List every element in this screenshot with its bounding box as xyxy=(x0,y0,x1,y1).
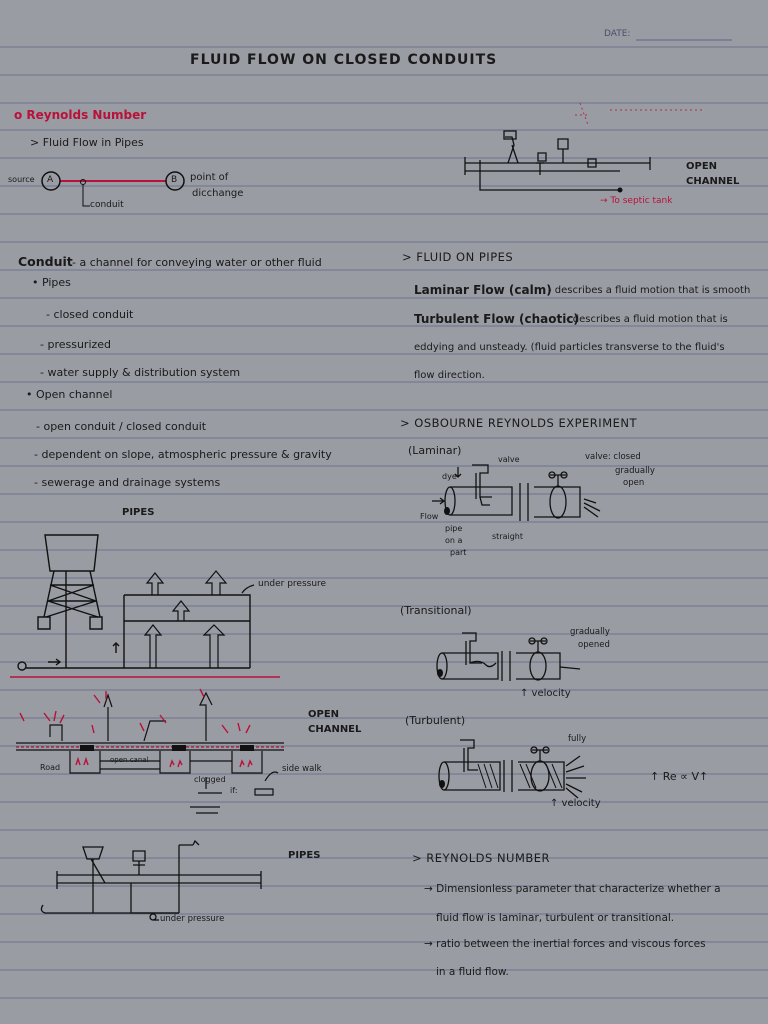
turbulent-definition-2: eddying and unsteady. (fluid particles transverse to the fluid's xyxy=(414,342,725,353)
pipes-fig-label: PIPES xyxy=(122,507,155,518)
pipes-list-head: • Pipes xyxy=(32,276,71,289)
pipes-item-3: - water supply & distribution system xyxy=(40,366,241,379)
transitional-caption: (Transitional) xyxy=(400,604,472,617)
turbulent-term: Turbulent Flow (chaotic) xyxy=(414,312,579,326)
open-canal-label: open canal xyxy=(110,756,149,764)
section-reynolds: o Reynolds Number xyxy=(14,108,147,122)
turbulent-caption: (Turbulent) xyxy=(405,714,466,727)
point-of-label: point of xyxy=(190,172,229,183)
valve-closed-label: valve: closed xyxy=(585,452,641,462)
conduit-term: Conduit xyxy=(18,254,73,269)
gradually-label: gradually xyxy=(615,466,655,476)
septic-tank-label: → To septic tank xyxy=(600,196,673,206)
fluid-on-pipes-head: > FLUID ON PIPES xyxy=(402,250,514,264)
reynolds-bullet-1b: fluid flow is laminar, turbulent or transitional. xyxy=(436,912,675,924)
laminar-definition: - describes a fluid motion that is smooth xyxy=(548,285,751,296)
laminar-term: Laminar Flow (calm) xyxy=(414,283,552,297)
clogged-label: clogged xyxy=(194,775,226,784)
open-channel-diagram-top xyxy=(460,95,660,205)
open-label-top: OPEN xyxy=(686,161,718,172)
side-walk-label: side walk xyxy=(282,764,322,774)
open-list-head: • Open channel xyxy=(26,388,113,401)
conduit-label: conduit xyxy=(90,200,124,210)
on-a-label: on a xyxy=(445,536,463,545)
source-label: source xyxy=(8,175,35,184)
straight-label: straight xyxy=(492,532,524,541)
opened-label: opened xyxy=(578,640,610,650)
fluid-flow-in-pipes: > Fluid Flow in Pipes xyxy=(30,136,144,149)
reynolds-bullet-2: → ratio between the inertial forces and viscous forces xyxy=(424,938,706,950)
open-item-1: - open conduit / closed conduit xyxy=(36,420,207,433)
reynolds-bullet-1: → Dimensionless parameter that characterize whether a xyxy=(424,883,721,895)
conduit-definition: - a channel for conveying water or other fluid xyxy=(72,256,322,269)
laminar-caption: (Laminar) xyxy=(408,444,462,457)
point-b-label: B xyxy=(171,175,178,185)
pipes-fig2-label: PIPES xyxy=(288,850,321,861)
osbourne-head: > OSBOURNE REYNOLDS EXPERIMENT xyxy=(400,416,638,430)
pipe-label: pipe xyxy=(445,524,463,533)
under-pressure-label-1: under pressure xyxy=(258,579,327,589)
valve-label: valve xyxy=(498,455,520,464)
page-title: FLUID FLOW ON CLOSED CONDUITS xyxy=(190,52,498,68)
date-label: DATE: xyxy=(604,29,631,39)
velocity-label-1: ↑ velocity xyxy=(520,688,571,699)
open-channel-figure xyxy=(10,685,310,815)
water-tower-pipes-figure xyxy=(10,525,310,685)
open-channel-fig-label-1: OPEN xyxy=(308,709,340,720)
turbulent-experiment-figure xyxy=(430,734,610,804)
if-label: if: xyxy=(230,786,238,795)
pipes-figure-2 xyxy=(35,835,275,925)
turbulent-definition: - describes a fluid motion that is xyxy=(566,314,728,325)
road-label: Road xyxy=(40,763,61,772)
reynolds-number-head: > REYNOLDS NUMBER xyxy=(412,851,551,865)
open-item-3: - sewerage and drainage systems xyxy=(34,476,221,489)
pipes-item-1: - closed conduit xyxy=(46,308,134,321)
open-channel-fig-label-2: CHANNEL xyxy=(308,724,362,735)
pipes-item-2: - pressurized xyxy=(40,338,112,351)
discharge-label: dicchange xyxy=(192,188,244,199)
fully-label: fully xyxy=(568,734,587,744)
reynolds-bullet-2b: in a fluid flow. xyxy=(436,966,509,978)
turbulent-definition-3: flow direction. xyxy=(414,370,485,381)
velocity-label-2: ↑ velocity xyxy=(550,798,601,809)
point-a-label: A xyxy=(47,175,54,185)
flow-label: Flow xyxy=(420,512,439,521)
gradually-opened-label: gradually xyxy=(570,627,610,637)
channel-label-top: CHANNEL xyxy=(686,176,740,187)
open-label: open xyxy=(623,478,645,488)
re-proportional-label: ↑ Re ∝ V↑ xyxy=(650,770,709,783)
under-pressure-label-2: under pressure xyxy=(160,914,225,924)
dye-label: dye xyxy=(442,472,457,481)
open-item-2: - dependent on slope, atmospheric pressure & gravity xyxy=(34,448,332,461)
part-label: part xyxy=(450,548,467,557)
